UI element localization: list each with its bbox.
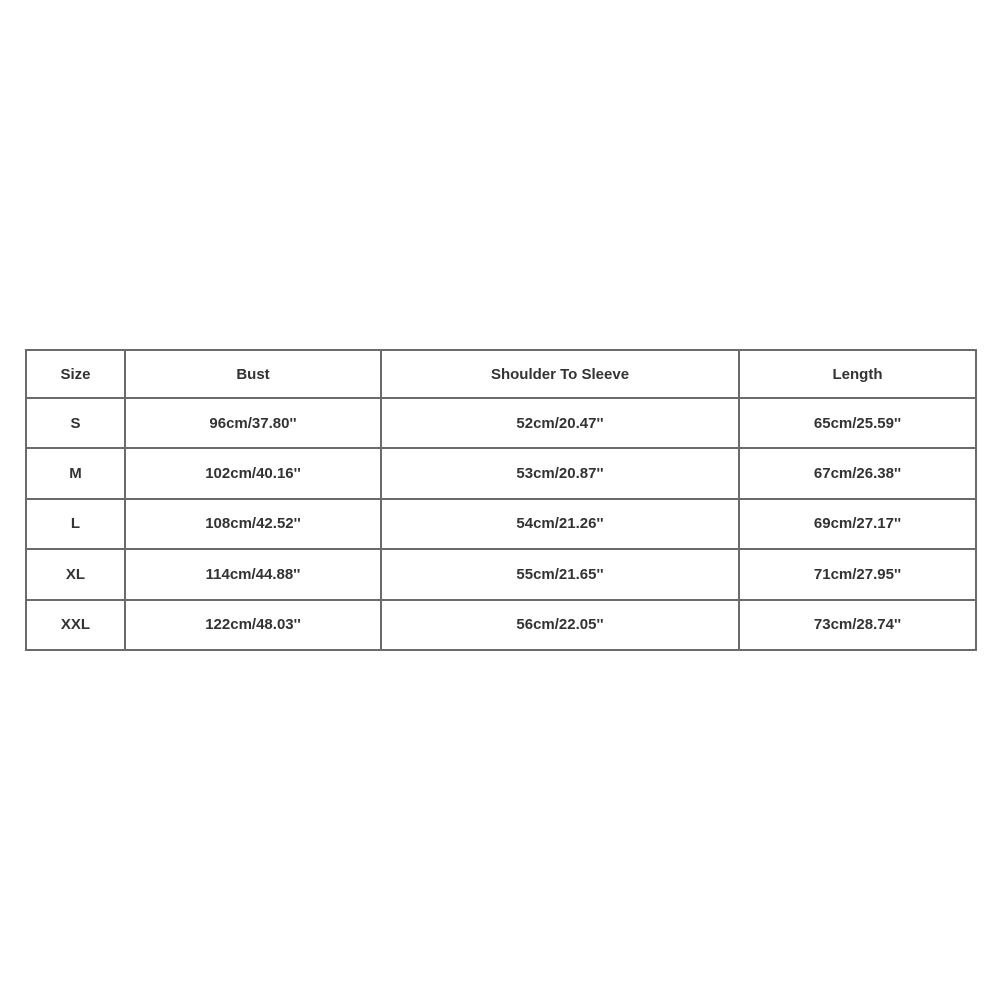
- cell-size: L: [26, 499, 125, 549]
- cell-length: 69cm/27.17'': [739, 499, 976, 549]
- cell-size: S: [26, 398, 125, 448]
- cell-shoulder-to-sleeve: 53cm/20.87'': [381, 448, 739, 498]
- cell-size: M: [26, 448, 125, 498]
- header-shoulder-to-sleeve: Shoulder To Sleeve: [381, 350, 739, 398]
- cell-shoulder-to-sleeve: 56cm/22.05'': [381, 600, 739, 650]
- table-row: [26, 499, 976, 549]
- table-row: [26, 549, 976, 599]
- table-row: [26, 448, 976, 498]
- table-header-row: [26, 350, 976, 398]
- cell-length: 71cm/27.95'': [739, 549, 976, 599]
- cell-bust: 122cm/48.03'': [125, 600, 381, 650]
- header-size: Size: [26, 350, 125, 398]
- cell-shoulder-to-sleeve: 55cm/21.65'': [381, 549, 739, 599]
- table-row: [26, 600, 976, 650]
- cell-bust: 96cm/37.80'': [125, 398, 381, 448]
- cell-bust: 102cm/40.16'': [125, 448, 381, 498]
- cell-size: XXL: [26, 600, 125, 650]
- table-row: [26, 398, 976, 448]
- cell-bust: 108cm/42.52'': [125, 499, 381, 549]
- cell-size: XL: [26, 549, 125, 599]
- size-chart-table: [25, 349, 977, 651]
- cell-shoulder-to-sleeve: 54cm/21.26'': [381, 499, 739, 549]
- header-length: Length: [739, 350, 976, 398]
- cell-bust: 114cm/44.88'': [125, 549, 381, 599]
- cell-length: 67cm/26.38'': [739, 448, 976, 498]
- header-bust: Bust: [125, 350, 381, 398]
- cell-shoulder-to-sleeve: 52cm/20.47'': [381, 398, 739, 448]
- cell-length: 65cm/25.59'': [739, 398, 976, 448]
- cell-length: 73cm/28.74'': [739, 600, 976, 650]
